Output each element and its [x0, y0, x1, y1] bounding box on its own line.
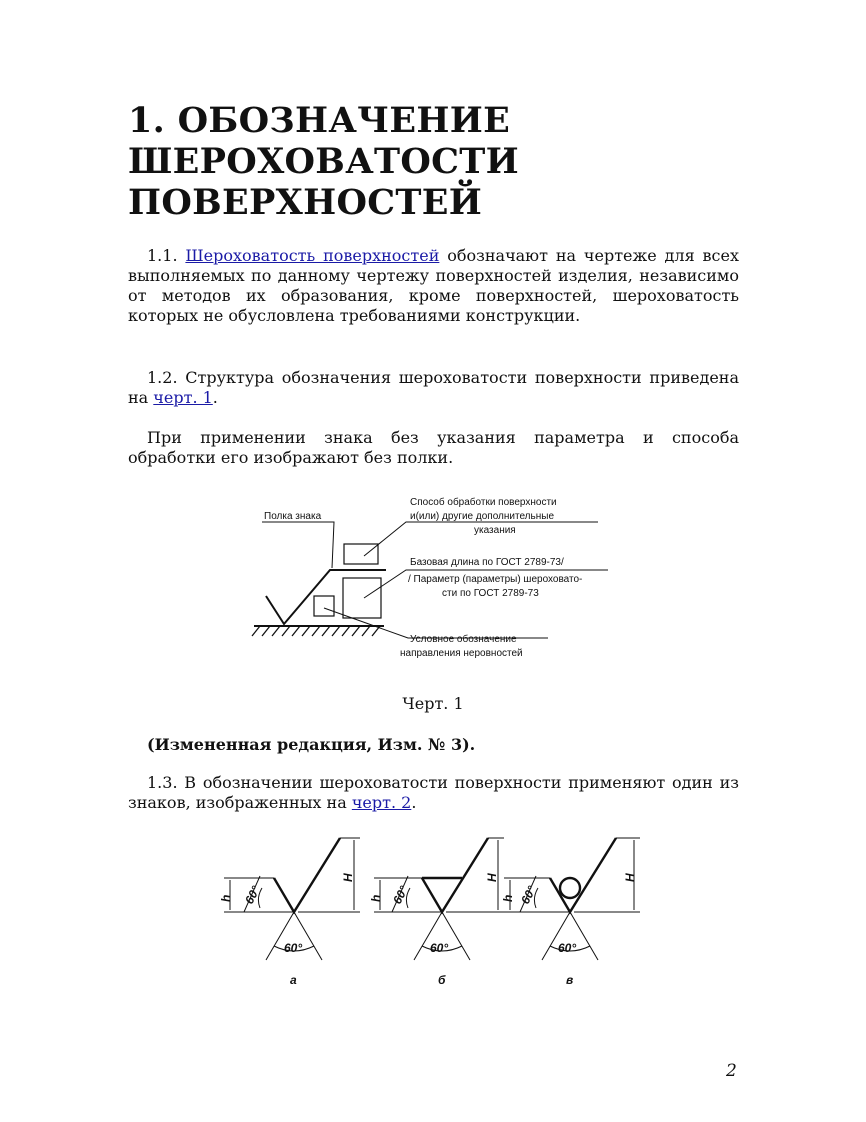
method-label-line-3: указания	[474, 525, 516, 536]
paragraph-1-2	[128, 368, 739, 408]
parameter-box	[343, 578, 381, 618]
paragraph-tail: .	[212, 388, 218, 407]
title-line-2: ШЕРОХОВАТОСТИ	[128, 141, 520, 182]
method-box	[344, 544, 378, 564]
sign-b-angle-label: 60°	[430, 941, 449, 955]
figure-1-caption: Черт. 1	[402, 694, 464, 713]
sign-b-small-angle-label: 60°	[390, 883, 411, 907]
method-label-line-2: и(или) другие дополнительные	[410, 511, 554, 522]
drawing-2-link[interactable]: черт. 2	[351, 793, 412, 812]
sign-a-h-label: h	[219, 894, 233, 902]
sign-v-h-label: h	[501, 894, 515, 902]
paragraph-number: 1.1.	[147, 246, 186, 265]
paragraph-no-shelf: При применении знака без указания параметра и способа обработки его изображают без полки.	[128, 428, 739, 467]
base-label-line-3: сти по ГОСТ 2789-73	[442, 588, 539, 599]
paragraph-text: обозначают на чертеже для всех выполняемых по данному чертежу поверхностей изделия, независимо от методов их образования, кроме поверхностей, шероховатость которых не обусловлена требованиями конструкции.	[128, 246, 739, 325]
shelf-label: Полка знака	[264, 511, 322, 522]
roughness-signs-figure	[214, 830, 646, 990]
paragraph-1-3	[128, 773, 739, 813]
base-label-line-2: / Параметр (параметры) шероховато-	[408, 574, 583, 585]
roughness-link[interactable]: Шероховатость поверхностей	[185, 246, 440, 265]
sign-b-sub-label: б	[438, 973, 446, 987]
sign-v-sub-label: в	[566, 973, 574, 987]
title-line-3: ПОВЕРХНОСТЕЙ	[128, 182, 483, 223]
direction-label-line-2: направления неровностей	[400, 648, 523, 659]
amendment-note: (Измененная редакция, Изм. № 3).	[147, 735, 476, 754]
paragraph-tail: .	[411, 793, 417, 812]
sign-a-sub-label: а	[290, 973, 297, 987]
paragraph-1-1	[128, 246, 739, 326]
sign-v-H-label: H	[623, 873, 637, 882]
roughness-structure-figure	[248, 492, 618, 664]
surface-hatching	[252, 626, 380, 636]
title-line-1: 1. ОБОЗНАЧЕНИЕ	[128, 100, 511, 141]
sign-a-small-angle-label: 60°	[242, 883, 263, 907]
page-title	[128, 100, 519, 223]
shelf-leader	[262, 522, 334, 568]
page-number: 2	[726, 1061, 737, 1081]
paragraph-text: 1.2. Структура обозначения шероховатости поверхности приведена на	[128, 368, 739, 407]
sign-a-H-label: H	[341, 873, 355, 882]
drawing-1-link[interactable]: черт. 1	[153, 388, 213, 407]
paragraph-text: 1.3. В обозначении шероховатости поверхности применяют один из знаков, изображенных на	[128, 773, 739, 812]
sign-a-angle-label: 60°	[284, 941, 303, 955]
sign-v-angle-label: 60°	[558, 941, 577, 955]
method-label-line-1: Способ обработки поверхности	[410, 497, 557, 508]
direction-label-line-1: Условное обозначение	[410, 634, 517, 645]
sign-b-H-label: H	[485, 873, 499, 882]
direction-box	[314, 596, 334, 616]
sign-b-h-label: h	[369, 894, 383, 902]
base-label-line-1: Базовая длина по ГОСТ 2789-73/	[410, 557, 564, 568]
sign-v-small-angle-label: 60°	[518, 883, 539, 907]
